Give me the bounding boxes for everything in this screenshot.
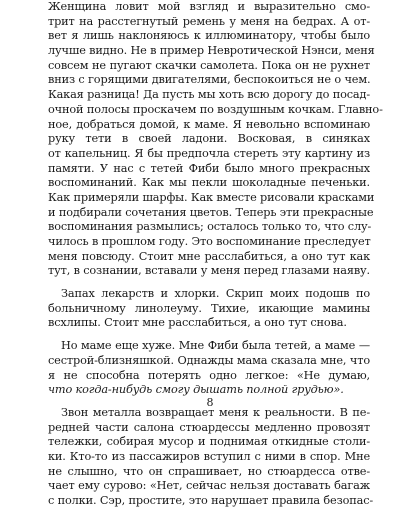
text-line: ки. Кто-то из пассажиров вступил с ними в спор. Мне: [48, 449, 370, 463]
text-line: больничному линолеуму. Тихие, икающие мамины: [48, 301, 370, 315]
text-line: Запах лекарств и хлорки. Скрип моих подошв по: [61, 287, 370, 301]
text-line: сестрой-близняшкой. Однажды мама сказала мне, что: [48, 353, 370, 367]
text-line: вет я лишь наклоняюсь к иллюминатору, чтобы было: [48, 29, 370, 43]
text-line: Женщина ловит мой взгляд и выразительно смо-: [48, 0, 370, 13]
text-line: тележки, собирая мусор и поднимая откидные столи-: [48, 435, 370, 449]
paragraph-gap: [48, 331, 370, 339]
text-line: с полки. Сэр, простите, это нарушает правила безопас-: [48, 494, 374, 507]
text-line: чилось в прошлом году. Это воспоминание преследует: [48, 235, 371, 248]
text-line: от капельниц. Я бы предпочла стереть эту картину из: [48, 146, 370, 160]
body-text: [48, 0, 383, 509]
text-line: ное, добраться домой, к маме. Я невольно вспоминаю: [48, 117, 370, 131]
text-line: тут, в сознании, вставали у меня перед глазами наяву.: [48, 264, 370, 278]
text-line: руку тети в своей ладони. Восковая, в синяках: [48, 132, 370, 146]
text-line: воспоминания размылись; осталось только то, что слу-: [48, 220, 372, 234]
text-line: меня повсюду. Стоит мне расслабиться, а оно тут как: [48, 249, 370, 263]
text-line: я не способна потерять одно легкое: «Не думаю,: [48, 368, 370, 382]
text-line: не слышно, что он спрашивает, но стюардесса отве-: [48, 464, 370, 478]
text-line: Звон металла возвращает меня к реальности. В пе-: [61, 405, 370, 419]
text-line: лучше видно. Не в пример Невротической Нэнси, меня: [48, 44, 375, 58]
paragraph-gap: [48, 279, 370, 287]
text-line: очной полосы проскачем по воздушным кочкам. Главно-: [48, 102, 383, 116]
text-line-italic: что когда-нибудь смогу дышать полной грудью».: [48, 383, 344, 397]
text-line: чает ему сурово: «Нет, сейчас нельзя доставать багаж: [48, 479, 370, 493]
text-line: Но маме еще хуже. Мне Фиби была тетей, а маме —: [61, 339, 370, 353]
text-line: Как примеряли шарфы. Как вместе рисовали красками: [48, 190, 375, 204]
text-line: редней части салона стюардессы медленно провозят: [48, 420, 370, 434]
text-line: вниз с горящими двигателями, беспокоиться не о чем.: [48, 73, 371, 87]
text-line: и подбирали сочетания цветов. Теперь эти прекрасные: [48, 205, 374, 219]
text-line: воспоминаний. Как мы пекли шоколадные печеньки.: [48, 176, 370, 190]
text-line: Какая разница! Да пусть мы хоть всю дорогу до посад-: [48, 88, 370, 102]
text-line: всхлипы. Стоит мне расслабиться, а оно тут снова.: [48, 316, 347, 330]
page-number: 8: [206, 396, 214, 409]
text-line: памяти. У нас с тетей Фиби было много прекрасных: [48, 161, 370, 175]
text-line: трит на расстегнутый ремень у меня на бедрах. А от-: [48, 14, 370, 28]
text-line: совсем не пугают скачки самолета. Пока он не рухнет: [48, 58, 370, 72]
